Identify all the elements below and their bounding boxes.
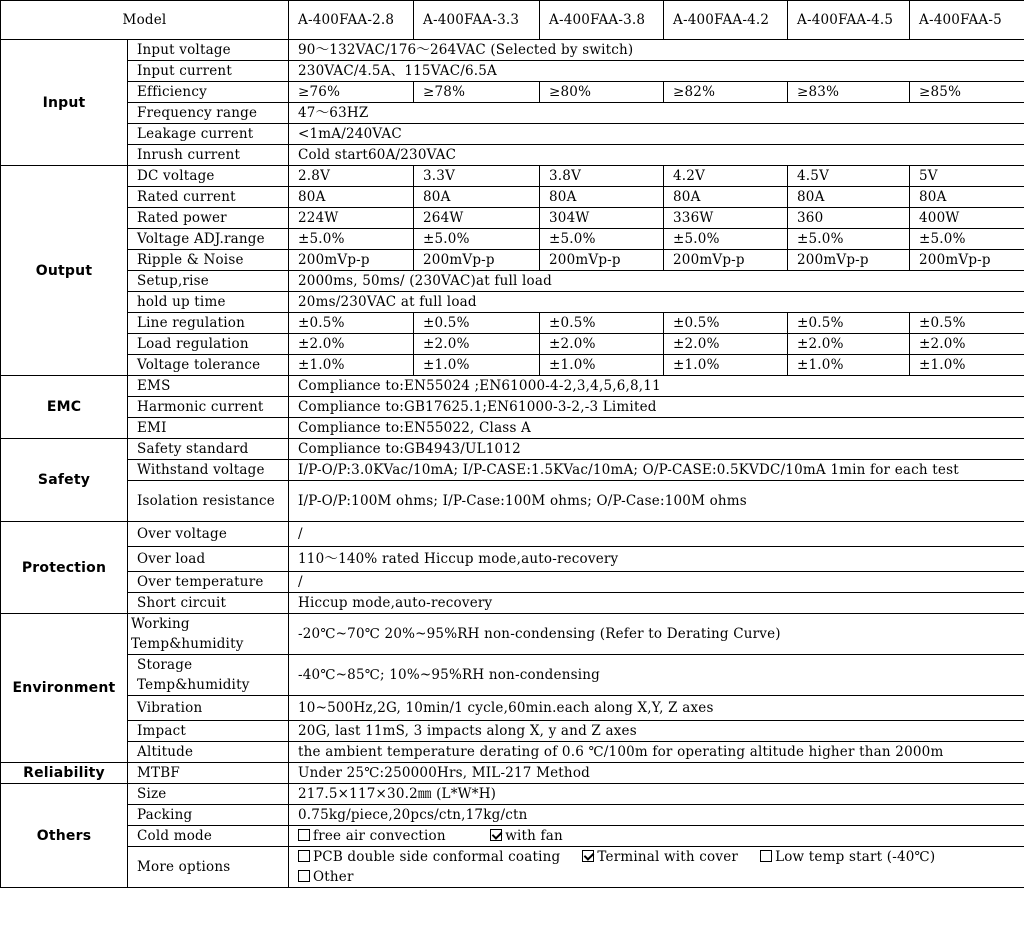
param-value: ±5.0% (788, 229, 910, 250)
model-label: Model (1, 1, 289, 40)
model-name: A-400FAA-4.5 (788, 1, 910, 40)
spec-row (1, 572, 1024, 593)
param-value: 217.5×117×30.2㎜ (L*W*H) (289, 784, 1024, 805)
param-value: ≥83% (788, 82, 910, 103)
option-free-air-convection[interactable] (298, 828, 446, 844)
param-value: 4.2V (664, 166, 788, 187)
param-value: 80A (540, 187, 664, 208)
param-value: Compliance to:EN55022, Class A (289, 418, 1024, 439)
spec-row (1, 655, 1024, 696)
option-pcb-conformal-coating[interactable] (298, 849, 560, 865)
param-value: 3.3V (414, 166, 540, 187)
spec-row (1, 187, 1024, 208)
header-row (1, 1, 1024, 40)
option-terminal-with-cover[interactable] (582, 849, 738, 865)
param-value: ±2.0% (910, 334, 1024, 355)
spec-row (1, 313, 1024, 334)
param-value: / (289, 522, 1024, 547)
model-name: A-400FAA-4.2 (664, 1, 788, 40)
param-label: Impact (128, 721, 289, 742)
param-value: ±0.5% (540, 313, 664, 334)
param-label: Setup,rise (128, 271, 289, 292)
param-label: Working Temp&humidity (128, 614, 289, 655)
spec-row (1, 847, 1024, 888)
category-input: Input (1, 40, 128, 166)
param-value: ±2.0% (664, 334, 788, 355)
spec-row (1, 376, 1024, 397)
spec-row (1, 696, 1024, 721)
param-value: 80A (664, 187, 788, 208)
param-label: Over temperature (128, 572, 289, 593)
option-label: with fan (505, 828, 563, 844)
spec-row (1, 271, 1024, 292)
spec-row (1, 547, 1024, 572)
option-label: Other (313, 869, 354, 885)
option-label: free air convection (313, 828, 446, 844)
param-value: 80A (788, 187, 910, 208)
param-value: 264W (414, 208, 540, 229)
param-label: Input voltage (128, 40, 289, 61)
option-label: Terminal with cover (597, 849, 739, 865)
param-value: the ambient temperature derating of 0.6 ℃/100m for operating altitude higher than 2000m (289, 742, 1024, 763)
spec-row (1, 103, 1024, 124)
param-label: DC voltage (128, 166, 289, 187)
spec-row (1, 805, 1024, 826)
param-value: 200mVp-p (289, 250, 414, 271)
spec-row (1, 145, 1024, 166)
param-value: -40℃~85℃; 10%~95%RH non-condensing (289, 655, 1024, 696)
param-label: Voltage tolerance (128, 355, 289, 376)
param-label: Rated current (128, 187, 289, 208)
param-label: Efficiency (128, 82, 289, 103)
param-value: ≥80% (540, 82, 664, 103)
spec-row (1, 522, 1024, 547)
param-label: Storage Temp&humidity (128, 655, 289, 696)
param-value: 0.75kg/piece,20pcs/ctn,17kg/ctn (289, 805, 1024, 826)
param-value: 304W (540, 208, 664, 229)
param-value: Compliance to:GB4943/UL1012 (289, 439, 1024, 460)
category-protection: Protection (1, 522, 128, 614)
param-value: / (289, 572, 1024, 593)
param-value: 336W (664, 208, 788, 229)
param-value: Hiccup mode,auto-recovery (289, 593, 1024, 614)
spec-row (1, 250, 1024, 271)
spec-row (1, 292, 1024, 313)
param-label: Harmonic current (128, 397, 289, 418)
param-value: ±1.0% (414, 355, 540, 376)
spec-row (1, 614, 1024, 655)
category-emc: EMC (1, 376, 128, 439)
spec-row (1, 593, 1024, 614)
spec-row (1, 166, 1024, 187)
param-value: ±0.5% (788, 313, 910, 334)
param-value: ±0.5% (289, 313, 414, 334)
spec-row (1, 124, 1024, 145)
param-value: 3.8V (540, 166, 664, 187)
model-name: A-400FAA-2.8 (289, 1, 414, 40)
param-value: 200mVp-p (788, 250, 910, 271)
spec-row (1, 397, 1024, 418)
param-label: Short circuit (128, 593, 289, 614)
param-value: ±1.0% (788, 355, 910, 376)
param-label: Vibration (128, 696, 289, 721)
spec-row (1, 784, 1024, 805)
param-label: Leakage current (128, 124, 289, 145)
param-value: 47～63HZ (289, 103, 1024, 124)
category-output: Output (1, 166, 128, 376)
checkbox-checked-icon[interactable] (582, 850, 594, 862)
param-value: I/P-O/P:100M ohms; I/P-Case:100M ohms; O/P-Case:100M ohms (289, 481, 1024, 522)
param-label: Altitude (128, 742, 289, 763)
spec-row (1, 742, 1024, 763)
spec-row (1, 355, 1024, 376)
param-value: 2.8V (289, 166, 414, 187)
spec-row (1, 721, 1024, 742)
category-reliability: Reliability (1, 763, 128, 784)
checkbox-checked-icon[interactable] (490, 829, 502, 841)
spec-row (1, 40, 1024, 61)
param-value: ±5.0% (414, 229, 540, 250)
param-value: 224W (289, 208, 414, 229)
param-value: 230VAC/4.5A、115VAC/6.5A (289, 61, 1024, 82)
param-value: Compliance to:EN55024 ;EN61000-4-2,3,4,5,6,8,11 (289, 376, 1024, 397)
param-value: 4.5V (788, 166, 910, 187)
spec-row (1, 826, 1024, 847)
param-value: 5V (910, 166, 1024, 187)
option-with-fan[interactable] (490, 828, 563, 844)
param-label: Withstand voltage (128, 460, 289, 481)
checkbox-icon[interactable] (760, 850, 772, 862)
param-label: Over load (128, 547, 289, 572)
param-value: 10~500Hz,2G, 10min/1 cycle,60min.each along X,Y, Z axes (289, 696, 1024, 721)
checkbox-icon[interactable] (298, 850, 310, 862)
spec-row (1, 481, 1024, 522)
param-label: MTBF (128, 763, 289, 784)
category-environment: Environment (1, 614, 128, 763)
param-value: 200mVp-p (664, 250, 788, 271)
param-value: Compliance to:GB17625.1;EN61000-3-2,-3 Limited (289, 397, 1024, 418)
param-value: 200mVp-p (910, 250, 1024, 271)
param-value: 20ms/230VAC at full load (289, 292, 1024, 313)
param-value: ±2.0% (414, 334, 540, 355)
spec-row (1, 763, 1024, 784)
param-value: ±1.0% (540, 355, 664, 376)
spec-row (1, 61, 1024, 82)
param-label: Ripple & Noise (128, 250, 289, 271)
spec-row (1, 229, 1024, 250)
option-low-temp-start[interactable] (760, 849, 935, 865)
param-label: hold up time (128, 292, 289, 313)
param-label: Cold mode (128, 826, 289, 847)
param-value: 400W (910, 208, 1024, 229)
option-other[interactable] (298, 869, 354, 885)
param-label: Input current (128, 61, 289, 82)
param-value: ±0.5% (414, 313, 540, 334)
param-value: 90～132VAC/176～264VAC (Selected by switch) (289, 40, 1024, 61)
param-value: ±0.5% (664, 313, 788, 334)
param-label: Line regulation (128, 313, 289, 334)
spec-row (1, 460, 1024, 481)
param-label: Inrush current (128, 145, 289, 166)
param-value: ±5.0% (664, 229, 788, 250)
param-value: ±2.0% (540, 334, 664, 355)
option-label: Low temp start (-40℃) (775, 849, 936, 865)
category-others: Others (1, 784, 128, 888)
cold-mode-options (289, 826, 1024, 847)
param-value: ±2.0% (788, 334, 910, 355)
checkbox-icon[interactable] (298, 870, 310, 882)
param-value: 360 (788, 208, 910, 229)
param-value: Cold start60A/230VAC (289, 145, 1024, 166)
param-value: Under 25℃:250000Hrs, MIL-217 Method (289, 763, 1024, 784)
model-name: A-400FAA-3.3 (414, 1, 540, 40)
param-value: 200mVp-p (414, 250, 540, 271)
param-value: ≥76% (289, 82, 414, 103)
more-options (289, 847, 1024, 888)
param-label: EMI (128, 418, 289, 439)
param-label: More options (128, 847, 289, 888)
option-label: PCB double side conformal coating (313, 849, 561, 865)
param-value: 20G, last 11mS, 3 impacts along X, y and Z axes (289, 721, 1024, 742)
param-value: ≥78% (414, 82, 540, 103)
param-value: ≥82% (664, 82, 788, 103)
param-value: ±0.5% (910, 313, 1024, 334)
param-label: Size (128, 784, 289, 805)
spec-row (1, 418, 1024, 439)
param-value: 80A (289, 187, 414, 208)
param-value: ±1.0% (664, 355, 788, 376)
model-name: A-400FAA-5 (910, 1, 1024, 40)
param-value: ±2.0% (289, 334, 414, 355)
param-value: 80A (910, 187, 1024, 208)
model-name: A-400FAA-3.8 (540, 1, 664, 40)
param-value: 80A (414, 187, 540, 208)
spec-row (1, 439, 1024, 460)
param-label: Isolation resistance (128, 481, 289, 522)
spec-row (1, 208, 1024, 229)
param-label: Rated power (128, 208, 289, 229)
param-value: -20℃~70℃ 20%~95%RH non-condensing (Refer to Derating Curve) (289, 614, 1024, 655)
checkbox-icon[interactable] (298, 829, 310, 841)
param-value: 2000ms, 50ms/ (230VAC)at full load (289, 271, 1024, 292)
param-value: I/P-O/P:3.0KVac/10mA; I/P-CASE:1.5KVac/10mA; O/P-CASE:0.5KVDC/10mA 1min for each test (289, 460, 1024, 481)
param-label: Over voltage (128, 522, 289, 547)
param-label: Frequency range (128, 103, 289, 124)
param-value: ±5.0% (289, 229, 414, 250)
param-value: ≥85% (910, 82, 1024, 103)
param-value: 200mVp-p (540, 250, 664, 271)
param-label: Safety standard (128, 439, 289, 460)
param-label: EMS (128, 376, 289, 397)
param-label: Load regulation (128, 334, 289, 355)
param-value: 110～140% rated Hiccup mode,auto-recovery (289, 547, 1024, 572)
category-safety: Safety (1, 439, 128, 522)
param-value: <1mA/240VAC (289, 124, 1024, 145)
param-value: ±1.0% (289, 355, 414, 376)
spec-row (1, 82, 1024, 103)
param-value: ±5.0% (540, 229, 664, 250)
spec-row (1, 334, 1024, 355)
param-value: ±1.0% (910, 355, 1024, 376)
param-label: Packing (128, 805, 289, 826)
param-label: Voltage ADJ.range (128, 229, 289, 250)
param-value: ±5.0% (910, 229, 1024, 250)
